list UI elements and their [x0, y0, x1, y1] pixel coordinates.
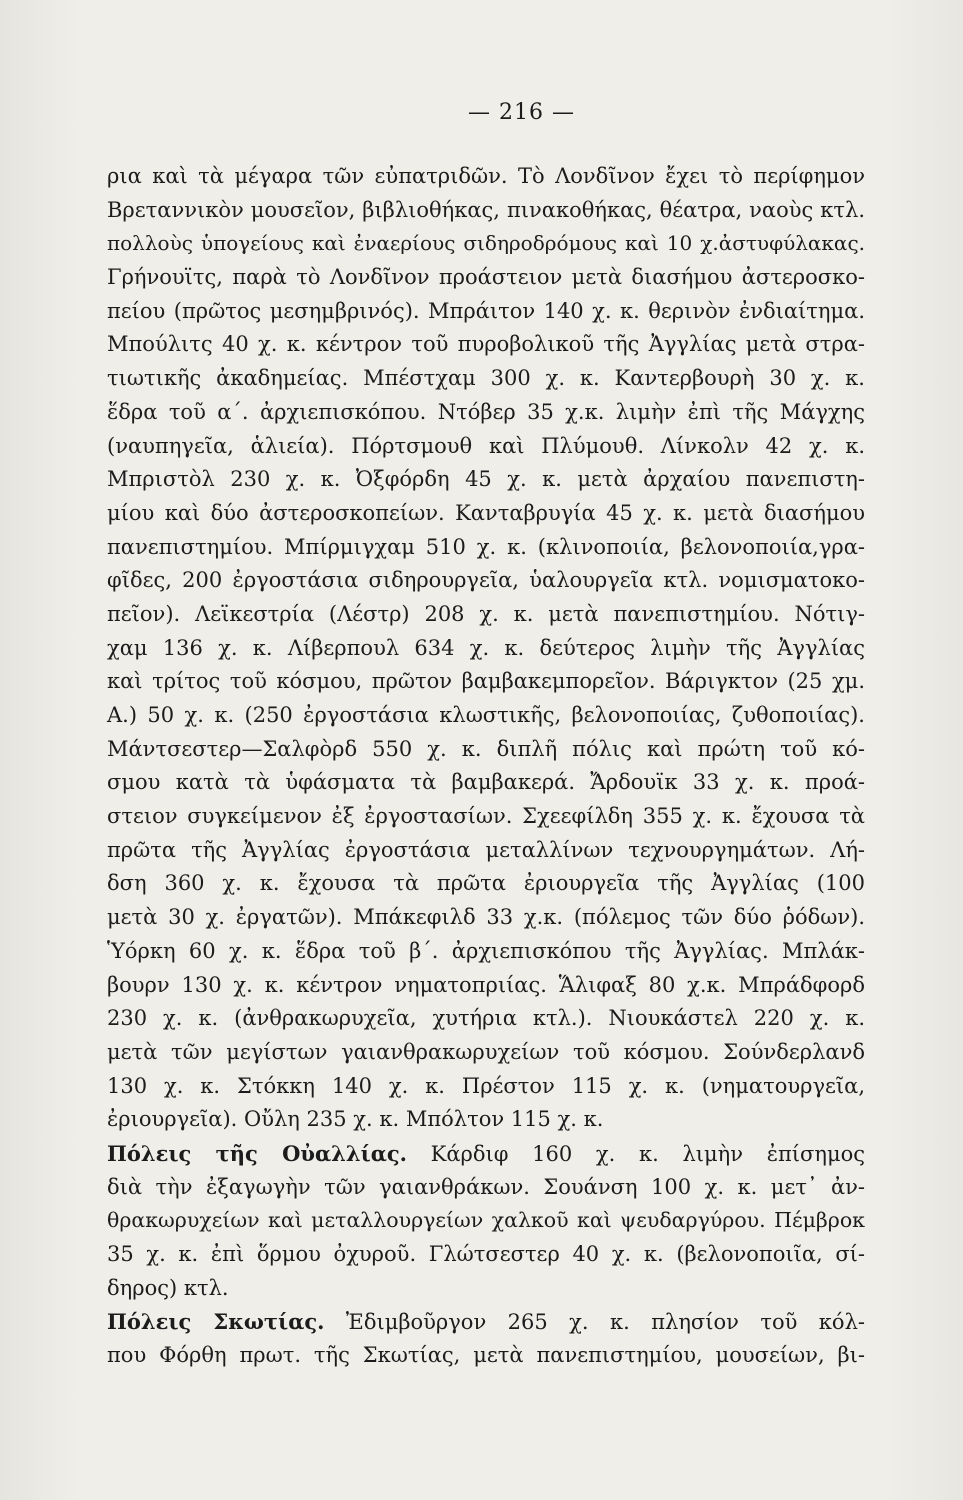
text-line [107, 328, 865, 362]
line-text: θρακωρυχείων καὶ μεταλλουργείων χαλκοῦ καὶ ψευδαργύρου. Πέμβροκ [107, 1208, 865, 1233]
text-line [107, 1305, 865, 1339]
text-line [107, 834, 865, 868]
line-text: μίου καὶ δύο ἀστεροσκοπείων. Κανταβρυγία 45 χ. κ. μετὰ διασήμου [107, 500, 865, 525]
line-text: χαμ 136 χ. κ. Λίβερπουλ 634 χ. κ. δεύτερος λιμὴν τῆς Ἀγγλίας [107, 635, 865, 660]
text-line [107, 665, 865, 699]
text-line [107, 261, 865, 295]
text-line [107, 227, 865, 261]
line-text: ἐριουργεῖα). Οὔλη 235 χ. κ. Μπόλτον 115 χ. κ. [107, 1107, 604, 1132]
line-text: Ὑόρκη 60 χ. κ. ἕδρα τοῦ β΄. ἀρχιεπισκόπου τῆς Ἀγγλίας. Μπλάκ- [107, 938, 865, 963]
text-line [107, 935, 865, 969]
line-text: σμου κατὰ τὰ ὑφάσματα τὰ βαμβακερά. Ἄρδουϊκ 33 χ. κ. προά- [107, 770, 865, 795]
text-line [107, 699, 865, 733]
line-text: στειον συγκείμενον ἐξ ἐργοστασίων. Σχεεφίλδη 355 χ. κ. ἔχουσα τὰ [107, 804, 865, 829]
line-text: Μπούλιτς 40 χ. κ. κέντρον τοῦ πυροβολικοῦ τῆς Ἀγγλίας μετὰ στρα- [107, 332, 865, 357]
text-line [107, 632, 865, 666]
line-text: πείου (πρῶτος μεσημβρινός). Μπράιτον 140 χ. κ. θερινὸν ἐνδιαίτημα. [107, 298, 865, 323]
line-text: πολλοὺς ὑπογείους καὶ ἐναερίους σιδηροδρόμους καὶ 10 χ.ἀστυφύλακας. [107, 231, 865, 256]
text-line [107, 867, 865, 901]
line-text: τιωτικῆς ἀκαδημείας. Μπέστχαμ 300 χ. κ. Καντερβουρὴ 30 χ. κ. [107, 366, 865, 391]
text-line [107, 733, 865, 767]
text-line [107, 1036, 865, 1070]
line-text: 130 χ. κ. Στόκκη 140 χ. κ. Πρέστον 115 χ. κ. (νηματουργεῖα, [107, 1073, 865, 1098]
line-text: δηρος) κτλ. [107, 1275, 229, 1300]
text-line [107, 1103, 865, 1137]
text-line [107, 598, 865, 632]
section-heading: Πόλεις τῆς Οὐαλλίας. [107, 1140, 407, 1166]
text-line [107, 766, 865, 800]
text-line [107, 362, 865, 396]
line-text: ἕδρα τοῦ α΄. ἀρχιεπισκόπου. Ντόβερ 35 χ.κ. λιμὴν ἐπὶ τῆς Μάγχης [107, 399, 865, 424]
body-text [107, 160, 865, 1373]
line-text: Μάντσεστερ—Σαλφὸρδ 550 χ. κ. διπλῆ πόλις καὶ πρώτη τοῦ κό- [107, 736, 865, 761]
text-line [107, 497, 865, 531]
line-text: 35 χ. κ. ἐπὶ ὅρμου ὀχυροῦ. Γλώτσεστερ 40 χ. κ. (βελονοποιῖα, σί- [107, 1242, 865, 1266]
text-line [107, 1272, 865, 1306]
text-line [107, 901, 865, 935]
text-line [107, 1070, 865, 1104]
text-line [107, 1339, 865, 1373]
page-number: — 216 — [468, 100, 575, 125]
line-text: δση 360 χ. κ. ἔχουσα τὰ πρῶτα ἐριουργεῖα τῆς Ἀγγλίας (100 [107, 871, 865, 896]
line-text: Ἐδιμβοῦργον 265 χ. κ. πλησίον τοῦ κόλ- [324, 1310, 865, 1335]
line-text: Γρήνουϊτς, παρὰ τὸ Λονδῖνον προάστειον μετὰ διασήμου ἀστεροσκο- [107, 265, 865, 290]
line-text: ρια καὶ τὰ μέγαρα τῶν εὐπατριδῶν. Τὸ Λονδῖνον ἔχει τὸ περίφημον [107, 164, 865, 188]
text-line [107, 463, 865, 497]
text-line [107, 564, 865, 598]
text-line [107, 531, 865, 565]
line-text: (ναυπηγεῖα, ἁλιεία). Πόρτσμουθ καὶ Πλύμουθ. Λίνκολν 42 χ. κ. [107, 433, 865, 458]
text-line [107, 1137, 865, 1171]
text-line [107, 160, 865, 194]
text-line [107, 430, 865, 464]
text-line [107, 1204, 865, 1238]
line-text: 230 χ. κ. (ἀνθρακωρυχεῖα, χυτήρια κτλ.). Νιουκάστελ 220 χ. κ. [107, 1006, 865, 1031]
line-text: Βρεταννικὸν μουσεῖον, βιβλιοθήκας, πινακοθήκας, θέατρα, ναοὺς κτλ. [107, 197, 865, 222]
line-text: Μπριστὸλ 230 χ. κ. Ὀξφόρδη 45 χ. κ. μετὰ ἀρχαίου πανεπιστη- [107, 467, 865, 492]
line-text: Α.) 50 χ. κ. (250 ἐργοστάσια κλωστικῆς, βελονοποιίας, ζυθοποιίας). [107, 703, 865, 727]
line-text: μετὰ 30 χ. ἐργατῶν). Μπάκεφιλδ 33 χ.κ. (πόλεμος τῶν δύο ῥόδων). [107, 905, 865, 930]
line-text: βουρν 130 χ. κ. κέντρον νηματοπριίας. Ἅλιφαξ 80 χ.κ. Μπράδφορδ [107, 972, 865, 997]
text-line [107, 295, 865, 329]
text-line [107, 1238, 865, 1272]
line-text: πεῖον). Λεϊκεστρία (Λέστρ) 208 χ. κ. μετὰ πανεπιστημίου. Νότιγ- [107, 601, 865, 626]
line-text: φῖδες, 200 ἐργοστάσια σιδηρουργεῖα, ὑαλουργεῖα κτλ. νομισματοκο- [107, 568, 865, 593]
line-text: μετὰ τῶν μεγίστων γαιανθρακωρυχείων τοῦ κόσμου. Σούνδερλανδ [107, 1039, 865, 1064]
section-heading: Πόλεις Σκωτίας. [107, 1309, 325, 1335]
line-text: που Φόρθη πρωτ. τῆς Σκωτίας, μετὰ πανεπιστημίου, μουσείων, βι- [107, 1343, 865, 1368]
text-line [107, 969, 865, 1003]
line-text: καὶ τρίτος τοῦ κόσμου, πρῶτον βαμβακεμπορεῖον. Βάριγκτον (25 χμ. [107, 669, 865, 694]
text-line [107, 194, 865, 228]
text-line [107, 1171, 865, 1205]
line-text: Κάρδιφ 160 χ. κ. λιμὴν ἐπίσημος [407, 1141, 865, 1166]
text-line [107, 1002, 865, 1036]
line-text: πρῶτα τῆς Ἀγγλίας ἐργοστάσια μεταλλίνων τεχνουργημάτων. Λή- [107, 837, 865, 862]
line-text: διὰ τὴν ἐξαγωγὴν τῶν γαιανθράκων. Σουάνση 100 χ. κ. μετ᾽ ἀν- [107, 1174, 865, 1199]
text-line [107, 396, 865, 430]
line-text: πανεπιστημίου. Μπίρμιγχαμ 510 χ. κ. (κλινοποιία, βελονοποιία,γρα- [107, 534, 865, 559]
text-line [107, 800, 865, 834]
